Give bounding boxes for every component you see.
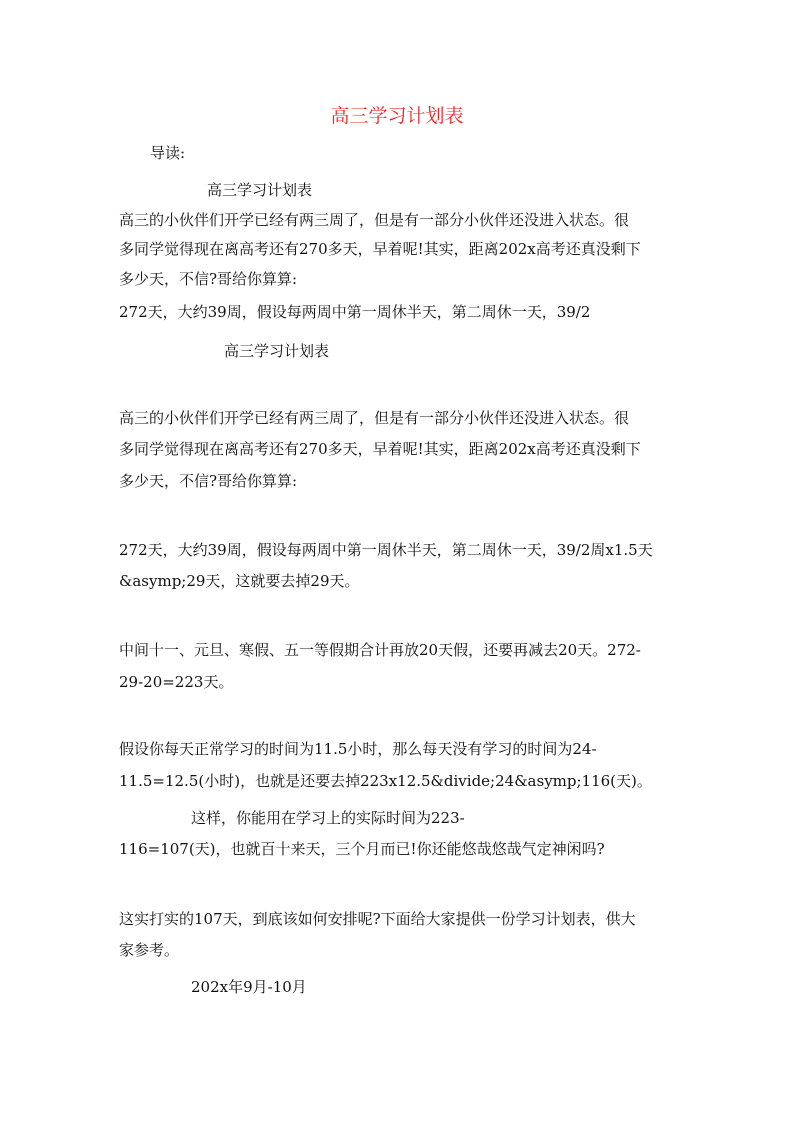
document-title: 高三学习计划表 — [330, 105, 464, 127]
sub-heading: 高三学习计划表 — [224, 342, 330, 360]
intro-label: 导读: — [150, 144, 186, 162]
paragraph-line: 这实打实的107天，到底该如何安排呢?下面给大家提供一份学习计划表，供大 — [119, 910, 636, 928]
paragraph-line: 多同学觉得现在离高考还有270多天，早着呢!其实，距离202x高考还真没剩下 — [119, 240, 641, 258]
sub-heading: 高三学习计划表 — [207, 181, 313, 199]
paragraph-line: 中间十一、元旦、寒假、五一等假期合计再放20天假，还要再减去20天。272- — [119, 641, 641, 659]
paragraph-line: 多少天，不信?哥给你算算: — [119, 472, 298, 490]
section-date-heading: 202x年9月-10月 — [191, 978, 307, 996]
paragraph-line: 多同学觉得现在离高考还有270多天，早着呢!其实，距离202x高考还真没剩下 — [119, 440, 641, 458]
paragraph-line: 11.5=12.5(小时)，也就是还要去掉223x12.5&divide;24&asymp;116(天)。 — [119, 772, 652, 790]
paragraph-line: 272天，大约39周，假设每两周中第一周休半天，第二周休一天，39/2周x1.5天 — [119, 541, 653, 559]
paragraph-line: 高三的小伙伴们开学已经有两三周了，但是有一部分小伙伴还没进入状态。很 — [119, 211, 630, 229]
paragraph-line: 这样，你能用在学习上的实际时间为223- — [191, 809, 465, 827]
paragraph-line: 多少天，不信?哥给你算算: — [119, 270, 298, 288]
paragraph-line: &asymp;29天，这就要去掉29天。 — [119, 572, 360, 590]
paragraph-line: 假设你每天正常学习的时间为11.5小时，那么每天没有学习的时间为24- — [119, 740, 597, 758]
paragraph-line: 29-20=223天。 — [119, 673, 234, 691]
paragraph-line: 272天，大约39周，假设每两周中第一周休半天，第二周休一天，39/2 — [119, 303, 591, 321]
paragraph-line: 家参考。 — [119, 941, 180, 959]
paragraph-line: 116=107(天)，也就百十来天，三个月而已!你还能悠哉悠哉气定神闲吗? — [119, 840, 605, 858]
paragraph-line: 高三的小伙伴们开学已经有两三周了，但是有一部分小伙伴还没进入状态。很 — [119, 409, 630, 427]
